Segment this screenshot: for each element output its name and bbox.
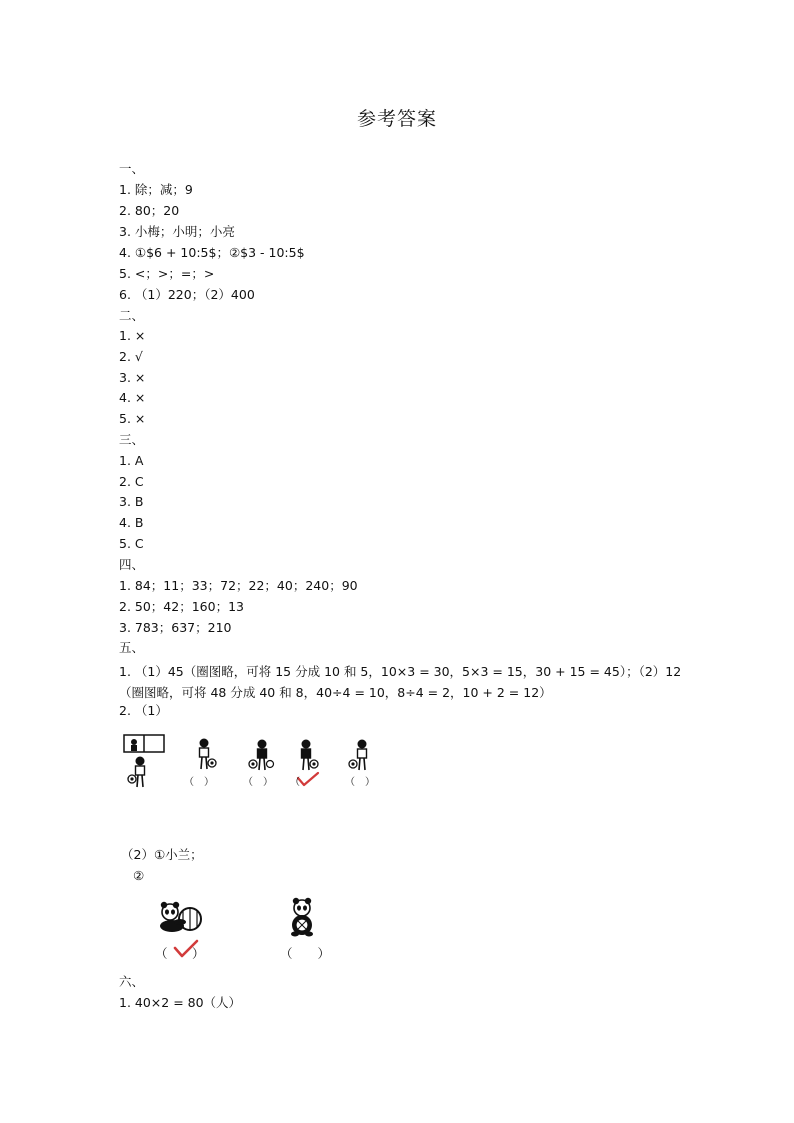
- child-icon: [128, 757, 145, 788]
- panda-icon: [160, 902, 201, 932]
- section-heading-3: 三、: [119, 432, 145, 447]
- answer-line: 5. ×: [119, 411, 146, 426]
- child-icon: [249, 740, 274, 771]
- answer-line: 3. B: [119, 494, 144, 509]
- section-heading-1: 一、: [119, 161, 145, 176]
- answer-paren: （ ）: [184, 777, 214, 788]
- answer-line: 2. 50；42；160；13: [119, 599, 244, 614]
- answer-line: 5. <；>；=；>: [119, 266, 215, 281]
- answer-line: 1. A: [119, 453, 144, 468]
- answer-line: 4. B: [119, 515, 144, 530]
- child-icon: [349, 740, 367, 771]
- answer-line: 4. ①$6 + 10:5$；②$3 - 10:5$: [119, 245, 305, 260]
- answer-line: 2. 80；20: [119, 203, 180, 218]
- answer-paren: ）: [192, 946, 205, 961]
- answer-paren: （: [155, 946, 168, 961]
- answer-paren: （ ）: [345, 777, 375, 788]
- children-figure: [122, 733, 392, 793]
- answer-paren: （ ）: [280, 946, 331, 961]
- child-icon: [302, 740, 319, 771]
- answer-line: 3. 783；637；210: [119, 620, 232, 635]
- answer-line: 1. 84；11；33；72；22；40；240；90: [119, 578, 358, 593]
- answer-line: 4. ×: [119, 390, 146, 405]
- answer-paragraph: 1. （1）45（圈图略，可将 15 分成 10 和 5，10×3 = 30，5×3 = 15，30 + 15 = 45）；（2）12（圈图略，可将 48 分成 40 和 8，40÷4 = 10，8÷4 = 2，10 + 2 = 12）: [119, 664, 682, 700]
- child-icon: [200, 739, 217, 770]
- answer-line: ②: [133, 868, 145, 883]
- check-mark-icon: [298, 773, 318, 785]
- answer-line: 2. C: [119, 474, 144, 489]
- answer-line: 1. 40×2 = 80（人）: [119, 995, 242, 1010]
- section-heading-6: 六、: [119, 974, 145, 989]
- answer-line: 6. （1）220；（2）400: [119, 287, 255, 302]
- answer-line: 3. ×: [119, 370, 146, 385]
- answer-line: （2）①小兰；: [121, 847, 203, 862]
- answer-line: 1. ×: [119, 328, 146, 343]
- section-heading-4: 四、: [119, 557, 145, 572]
- answer-line: 1. 除；减；9: [119, 182, 193, 197]
- panda-icon: [291, 898, 313, 937]
- section-heading-5: 五、: [119, 640, 145, 655]
- section-heading-2: 二、: [119, 308, 145, 323]
- answer-paren: （: [290, 777, 300, 788]
- answer-line: 2. √: [119, 349, 143, 364]
- answer-line: 2. （1）: [119, 703, 168, 718]
- answer-paren: （ ）: [243, 777, 273, 788]
- answer-line: 3. 小梅；小明；小亮: [119, 224, 235, 239]
- page-title: 参考答案: [356, 108, 437, 130]
- answer-line: 5. C: [119, 536, 144, 551]
- panda-figure: [150, 896, 340, 964]
